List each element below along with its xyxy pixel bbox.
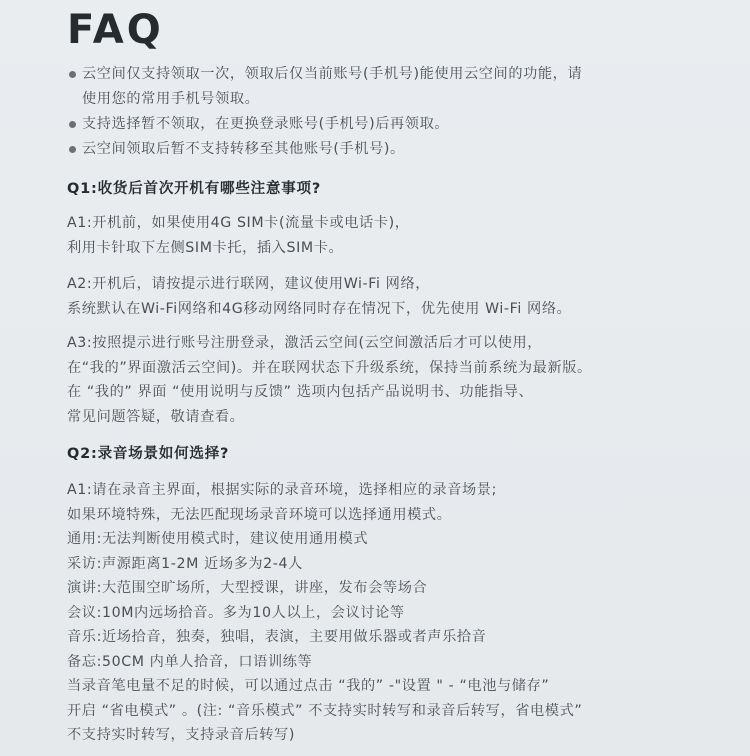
answer-line: 音乐:近场拾音，独奏，独唱，表演，主要用做乐器或者声乐拾音 — [67, 629, 487, 645]
bullet-dot-icon — [69, 71, 76, 78]
bullet-dot-icon — [69, 121, 76, 128]
answer-line: 通用:无法判断使用模式时，建议使用通用模式 — [67, 531, 369, 547]
answer-line: 利用卡针取下左侧SIM卡托，插入SIM卡。 — [67, 239, 344, 256]
answer-line: 开启 “省电模式” 。(注: “音乐模式” 不支持实时转写和录音后转写，省电模式” — [67, 702, 583, 719]
notice-line: 云空间仅支持领取一次，领取后仅当前账号(手机号)能使用云空间的功能，请 — [82, 66, 583, 82]
answer-line: 在“我的”界面激活云空间)。并在联网状态下升级系统，保持当前系统为最新版。 — [67, 359, 592, 376]
notice-line: 支持选择暂不领取，在更换登录账号(手机号)后再领取。 — [82, 116, 450, 132]
notice-item — [67, 137, 707, 162]
page-title: FAQ — [67, 7, 164, 53]
answer-line: 备忘:50CM 内单人拾音，口语训练等 — [67, 653, 313, 670]
answer-line: 不支持实时转写，支持录音后转写) — [67, 727, 295, 743]
notice-line: 使用您的常用手机号领取。 — [82, 91, 260, 107]
notice-list — [67, 62, 707, 162]
answer-line: A1:开机前，如果使用4G SIM卡(流量卡或电话卡)， — [67, 215, 410, 231]
answer-q2-block — [67, 478, 717, 748]
answer-line: 演讲:大范围空旷场所，大型授课，讲座，发布会等场合 — [67, 580, 428, 596]
answer-line: A3:按照提示进行账号注册登录，激活云空间(云空间激活后才可以使用， — [67, 335, 543, 351]
notice-item — [67, 112, 707, 137]
answer-line: A1:请在录音主界面，根据实际的录音环境，选择相应的录音场景; — [67, 482, 497, 498]
notice-item — [67, 62, 707, 112]
answer-3-block — [67, 331, 717, 429]
answer-line: 系统默认在Wi-Fi网络和4G移动网络同时存在情况下，优先使用 Wi-Fi 网络。 — [67, 300, 572, 317]
answer-line: A2:开机后，请按提示进行联网，建议使用Wi-Fi 网络， — [67, 276, 431, 292]
answer-line: 会议:10M内远场拾音。多为10人以上，会议讨论等 — [67, 604, 405, 621]
answer-1-block — [67, 211, 717, 260]
question-2-heading: Q2:录音场景如何选择? — [67, 446, 230, 462]
bullet-dot-icon — [69, 146, 76, 153]
question-1-heading: Q1:收货后首次开机有哪些注意事项? — [67, 181, 322, 197]
answer-line: 在 “我的” 界面 “使用说明与反馈” 选项内包括产品说明书、功能指导、 — [67, 384, 534, 400]
answer-line: 如果环境特殊，无法匹配现场录音环境可以选择通用模式。 — [67, 506, 452, 523]
answer-2-block — [67, 272, 717, 321]
notice-line: 云空间领取后暂不支持转移至其他账号(手机号)。 — [82, 141, 405, 157]
answer-line: 当录音笔电量不足的时候，可以通过点击 “我的” -"设置 " - “电池与储存” — [67, 678, 550, 694]
answer-line: 采访:声源距离1-2M 近场多为2-4人 — [67, 555, 303, 572]
answer-line: 常见问题答疑，敬请查看。 — [67, 408, 245, 425]
